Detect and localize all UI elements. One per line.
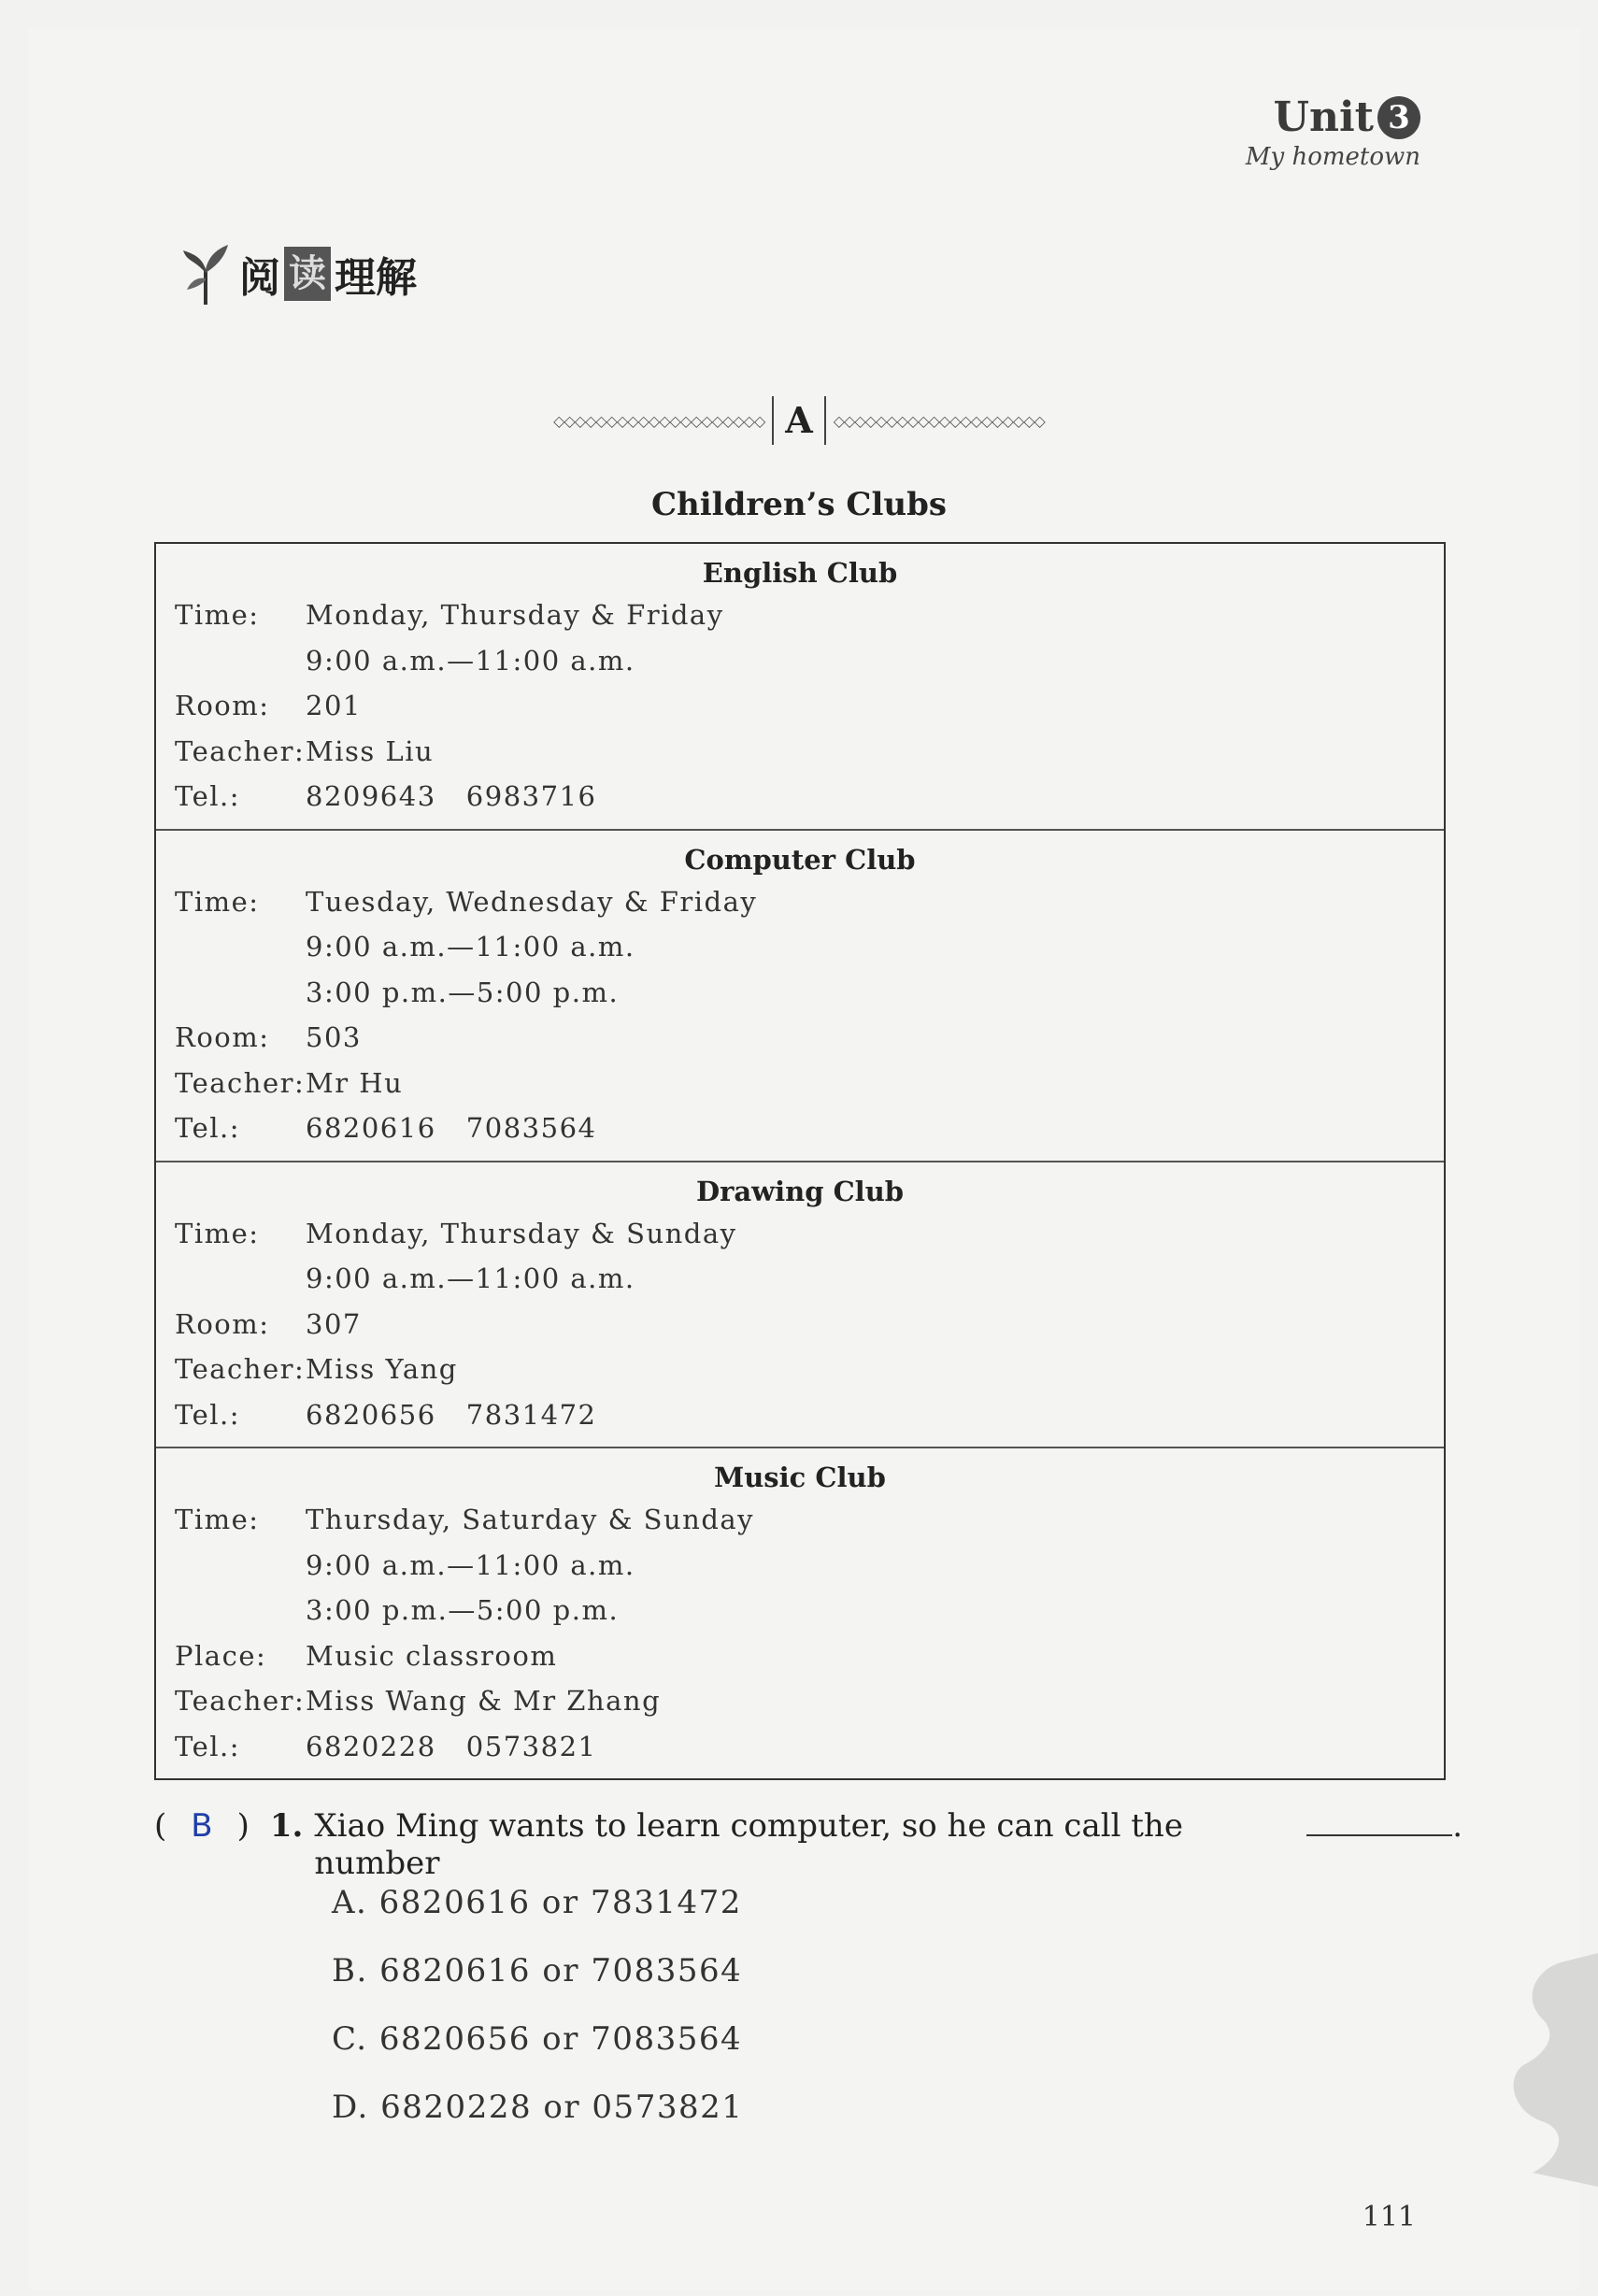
club-info-value: Miss Liu [306,734,435,767]
club-info-row [156,592,1444,638]
club-info-row [156,638,1444,684]
club-info-value: 3:00 p.m.—5:00 p.m. [306,1594,620,1626]
club-info-value: 9:00 a.m.—11:00 a.m. [306,931,635,963]
club-info-value: Monday, Thursday & Friday [306,599,724,631]
club-name: Drawing Club [695,1175,905,1207]
decorative-cloud-icon [1505,1953,1598,2187]
club-info-value: Mr Hu [306,1066,404,1099]
club-info-value: Tuesday, Wednesday & Friday [306,885,758,918]
club-info-row [156,1256,1444,1302]
club-info-value: 6820228 0573821 [306,1730,597,1762]
answer-blank[interactable] [1306,1806,1452,1836]
club-info-label: Time: [175,599,260,631]
option-b[interactable]: B. 6820616 or 7083564 [332,1952,743,1989]
club-info-row [156,774,1444,820]
section-title [239,244,417,304]
club-info-value: 9:00 a.m.—11:00 a.m. [306,1262,635,1294]
club-info-row [156,1061,1444,1106]
options-list [332,1869,743,2142]
club-info-row [156,1543,1444,1589]
page-number: 111 [1362,2201,1416,2233]
section-title-part2: 理解 [335,254,417,302]
part-letter: A [772,396,825,445]
club-info-label: Time: [175,1504,260,1535]
unit-number-badge: 3 [1377,96,1420,139]
question-text: Xiao Ming wants to learn computer, so he can call the number [314,1807,1183,1882]
club-info-label: Teacher: [175,1353,306,1385]
club-info-row [156,879,1444,925]
section-heading [178,241,417,307]
club-info-value: 8209643 6983716 [306,780,597,812]
club-info-value: 6820656 7831472 [306,1398,597,1431]
club-info-value: 201 [306,690,362,721]
option-c[interactable]: C. 6820656 or 7083564 [332,2020,743,2058]
club-info-value: 6820616 7083564 [306,1112,597,1144]
club-info-value: Thursday, Saturday & Sunday [306,1504,755,1535]
question-end-punct: . [1452,1807,1462,1845]
club-info-label [156,1543,306,1589]
option-d[interactable]: D. 6820228 or 0573821 [332,2089,744,2126]
club-name: Music Club [714,1462,886,1493]
club-info-label: Place: [175,1639,267,1672]
diamond-divider-left: ◇◇◇◇◇◇◇◇◇◇◇◇◇◇◇◇◇◇◇◇ [553,411,765,430]
club-info-label: Room: [175,690,270,721]
clubs-table [154,542,1446,1780]
question-number: 1. [269,1807,304,1845]
club-info-row [156,1105,1444,1151]
club-info-row [156,1392,1444,1438]
club-info-row [156,1678,1444,1724]
club-info-label: Tel.: [175,1398,241,1431]
club-section [156,1161,1444,1447]
club-name: English Club [702,557,898,589]
club-section [156,1447,1444,1778]
club-info-value: 503 [306,1021,362,1053]
club-info-value: 307 [306,1307,362,1340]
diamond-divider-right: ◇◇◇◇◇◇◇◇◇◇◇◇◇◇◇◇◇◇◇◇ [833,411,1045,430]
table-title: Children’s Clubs [650,486,948,523]
club-info-row [156,1724,1444,1770]
club-info-label: Room: [175,1307,270,1340]
club-info-value: 9:00 a.m.—11:00 a.m. [306,644,635,677]
club-info-row [156,729,1444,775]
club-info-label: Room: [175,1021,270,1053]
club-info-value: Miss Wang & Mr Zhang [306,1685,662,1717]
unit-header [1246,93,1420,171]
part-banner [495,392,1103,449]
club-name: Computer Club [684,843,916,876]
club-info-row [156,1633,1444,1679]
club-info-row [156,683,1444,729]
section-title-box: 读 [284,247,331,301]
club-info-label [156,1588,306,1633]
club-info-row [156,1302,1444,1348]
option-a[interactable]: A. 6820616 or 7831472 [332,1884,742,1921]
club-info-row [156,1015,1444,1061]
club-info-value: Miss Yang [306,1353,458,1385]
club-info-label: Tel.: [175,1112,241,1144]
club-info-value: Monday, Thursday & Sunday [306,1217,737,1249]
club-info-label: Teacher: [175,1685,306,1717]
club-info-label [156,924,306,970]
club-info-row [156,1497,1444,1543]
club-info-row [156,1347,1444,1392]
club-info-row [156,1588,1444,1633]
club-info-label [156,970,306,1016]
unit-subtitle: My hometown [1245,143,1420,171]
club-info-label: Teacher: [175,734,306,767]
club-info-label: Time: [175,1217,260,1249]
answer-mark: B [191,1807,213,1845]
club-info-row [156,970,1444,1016]
section-title-part1: 阅 [239,254,280,302]
club-info-label: Tel.: [175,1730,241,1762]
question-1 [154,1806,1462,1882]
club-info-label: Teacher: [175,1066,306,1099]
club-info-row [156,924,1444,970]
paren-close: ) [236,1807,250,1845]
plant-icon [178,241,234,307]
club-info-value: Music classroom [306,1639,558,1672]
club-info-label: Time: [175,885,260,918]
club-info-value: 9:00 a.m.—11:00 a.m. [306,1548,635,1581]
club-info-row [156,1211,1444,1257]
club-info-label: Tel.: [175,780,241,812]
club-section [156,829,1444,1161]
unit-label: Unit [1273,93,1374,141]
club-section [156,544,1444,829]
paren-open: ( [154,1807,167,1845]
club-info-value: 3:00 p.m.—5:00 p.m. [306,976,620,1008]
club-info-label [156,638,306,684]
club-info-label [156,1256,306,1302]
